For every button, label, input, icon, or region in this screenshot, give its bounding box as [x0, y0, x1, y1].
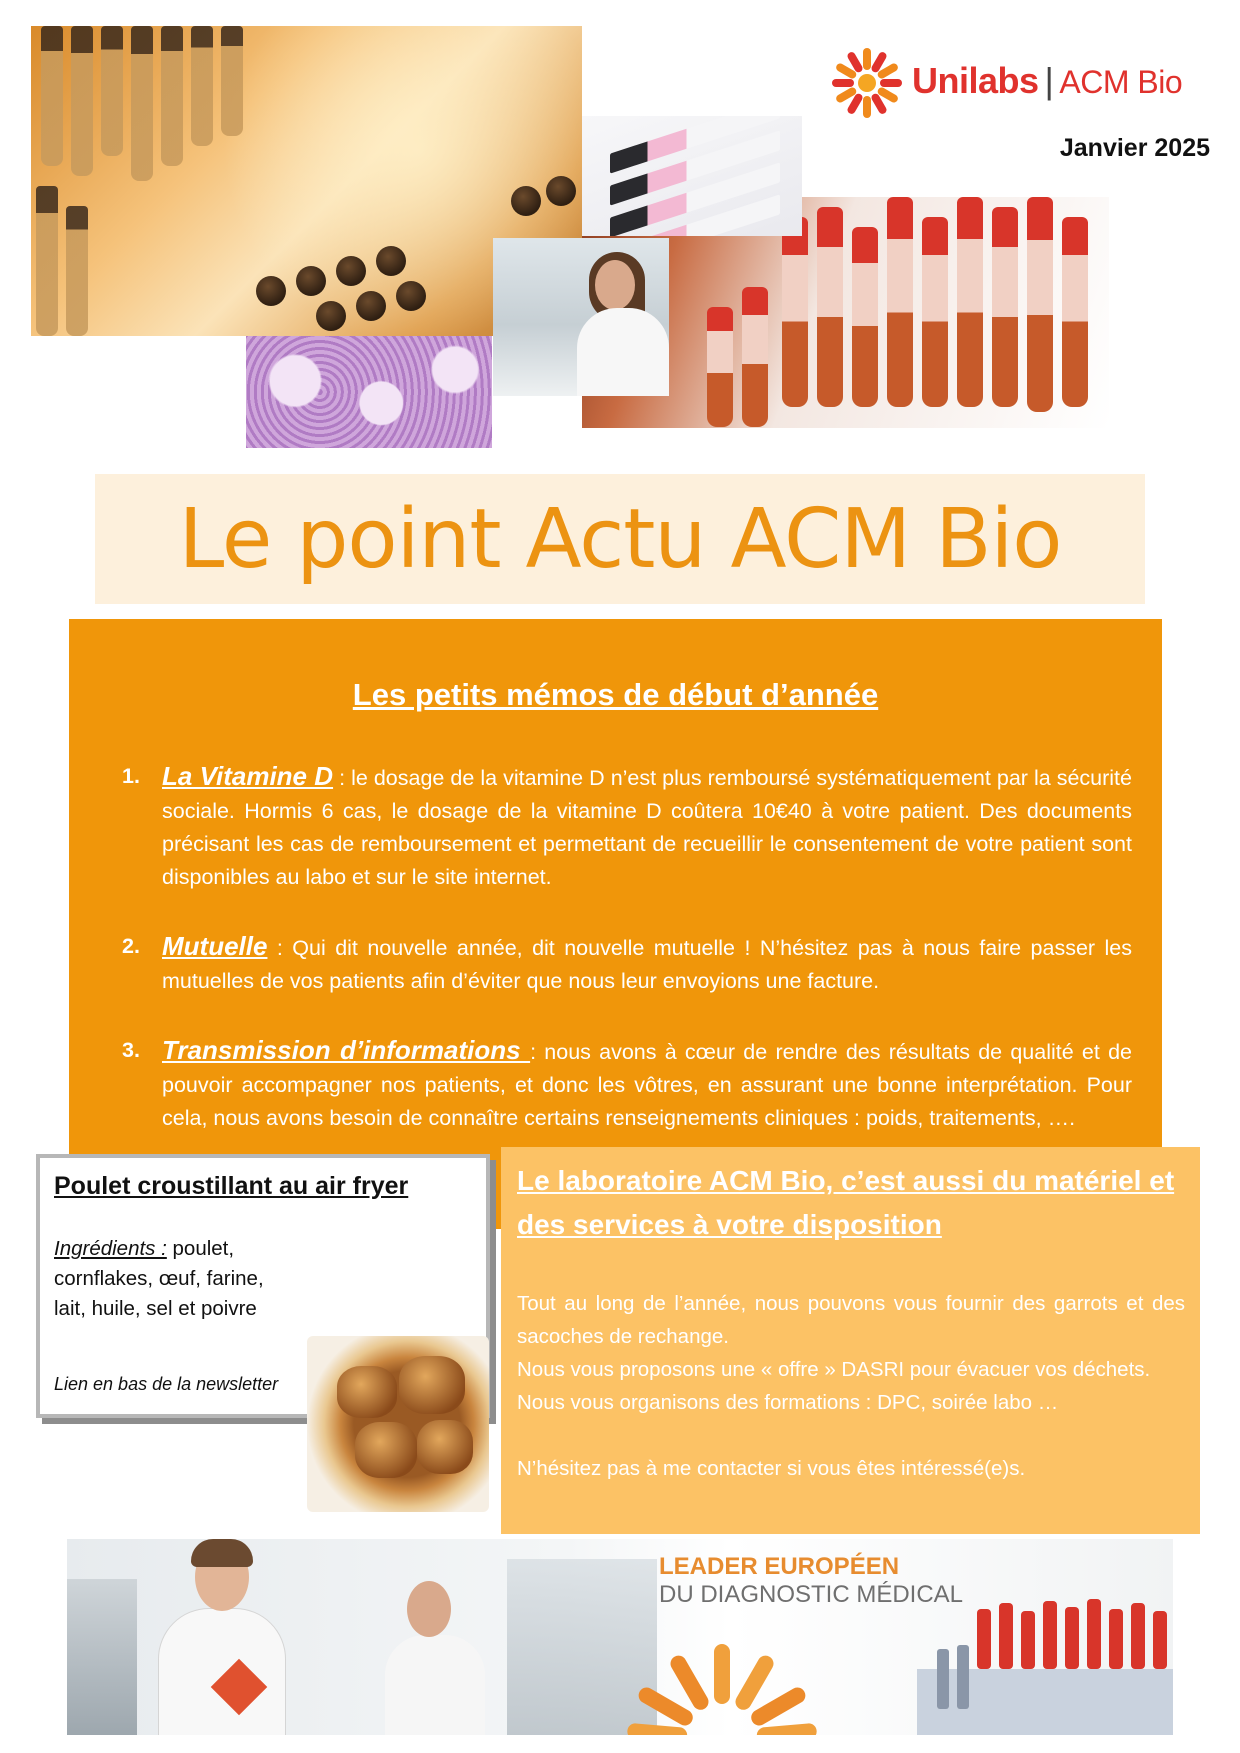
logo-brand: Unilabs	[912, 60, 1039, 101]
recipe-title: Poulet croustillant au air fryer	[54, 1172, 409, 1200]
banner-leader-line1: LEADER EUROPÉEN	[659, 1553, 900, 1580]
memo-number: 2.	[122, 934, 140, 958]
memo-keyword: Transmission d’informations	[162, 1035, 531, 1065]
spacer	[517, 1419, 1185, 1452]
unilabs-sun-banner-icon	[622, 1639, 822, 1735]
photo-microscope-slides	[582, 116, 802, 236]
memo-text: : le dosage de la vitamine D n’est plus remboursé systématiquement par la sécurité sociale. Hormis 6 cas, le dosage de la vitamine D coûtera 10€40 à votre patient. Des documents précisant les cas de remboursement et permettant de recueillir le consentement de votre patient sont disponibles au labo et sur le site internet.	[162, 766, 1132, 889]
newsletter-title: Le point Actu ACM Bio	[178, 491, 1062, 587]
memo-number: 1.	[122, 764, 140, 788]
photo-chicken-piece	[355, 1422, 417, 1478]
photo-tube	[221, 26, 243, 136]
banner-man-hair	[191, 1539, 253, 1567]
services-closing: N’hésitez pas à me contacter si vous êtes intéressé(e)s.	[517, 1457, 1026, 1480]
photo-chicken-piece	[417, 1420, 473, 1474]
photo-cap	[511, 186, 541, 216]
memo-keyword: Mutuelle	[162, 931, 268, 961]
photo-tube	[36, 186, 58, 336]
unilabs-acm-bio-logo	[830, 46, 1210, 120]
memo-body	[162, 1034, 1132, 1135]
memo-number: 3.	[122, 1038, 140, 1062]
photo-tube	[1027, 197, 1053, 412]
memo-body	[162, 930, 1132, 998]
photo-cap	[336, 256, 366, 286]
banner-sample-tubes	[917, 1599, 1173, 1735]
memo-text: : nous avons à cœur de rendre des résultats de qualité et de pouvoir accompagner nos patients, et donc les vôtres, en assurant une bonne interprétation. Pour cela, nous avons besoin de connaître certains renseignements cliniques : poids, traitements, ….	[162, 1040, 1132, 1130]
photo-cap	[356, 291, 386, 321]
memo-item	[122, 930, 1132, 998]
newsletter-title-box	[95, 474, 1145, 604]
logo-sub: ACM Bio	[1059, 64, 1183, 100]
photo-cap	[296, 266, 326, 296]
photo-cap	[396, 281, 426, 311]
banner-woman-face	[407, 1581, 451, 1637]
logo-separator: |	[1044, 60, 1054, 101]
photo-tube	[71, 26, 93, 176]
photo-tube	[742, 287, 768, 427]
photo-tube	[191, 26, 213, 146]
recipe-ingredients	[54, 1234, 294, 1324]
banner-woman-lab-coat	[385, 1635, 485, 1735]
photo-tube	[66, 206, 88, 336]
photo-tube	[887, 197, 913, 407]
photo-tube	[817, 207, 843, 407]
memo-item	[122, 1034, 1132, 1135]
ingredients-label: Ingrédients :	[54, 1237, 167, 1260]
photo-tube	[922, 217, 948, 407]
memo-item	[122, 760, 1132, 894]
photo-tube	[852, 227, 878, 407]
memos-heading: Les petits mémos de début d’année	[352, 677, 879, 712]
services-section	[501, 1147, 1200, 1534]
services-heading: Le laboratoire ACM Bio, c’est aussi du matériel et des services à votre disposition	[517, 1165, 1175, 1240]
photo-cap	[316, 301, 346, 331]
recipe-link-note: Lien en bas de la newsletter	[54, 1374, 279, 1394]
footer-banner	[67, 1539, 1173, 1735]
photo-cap	[256, 276, 286, 306]
photo-face	[595, 260, 635, 310]
photo-lab-coat	[577, 308, 669, 396]
photo-tube	[992, 207, 1018, 407]
photo-chicken-piece	[337, 1366, 397, 1418]
issue-date: Janvier 2025	[1059, 134, 1210, 162]
memo-body	[162, 760, 1132, 894]
photo-histology	[246, 336, 492, 448]
memo-text: : Qui dit nouvelle année, dit nouvelle mutuelle ! N’hésitez pas à nous faire passer les mutuelles de vos patients afin d’éviter que nous leur envoyions une facture.	[162, 936, 1132, 993]
services-line: Nous vous organisons des formations : DPC, soirée labo …	[517, 1391, 1059, 1414]
photo-tube	[101, 26, 123, 156]
photo-cap	[376, 246, 406, 276]
photo-lab-scientist	[493, 238, 669, 396]
photo-crispy-chicken	[307, 1336, 489, 1512]
memo-keyword: La Vitamine D	[162, 761, 334, 791]
photo-cap	[546, 176, 576, 206]
photo-tube	[161, 26, 183, 166]
ingredients-list: poulet, cornflakes, œuf, farine, lait, huile, sel et poivre	[54, 1237, 264, 1320]
photo-tube	[1062, 217, 1088, 407]
logo-wordmark	[912, 60, 1182, 102]
services-line: Nous vous proposons une « offre » DASRI pour évacuer vos déchets.	[517, 1358, 1151, 1381]
banner-man-lab-coat	[159, 1609, 285, 1735]
memos-section	[69, 619, 1162, 1229]
services-line: Tout au long de l’année, nous pouvons vous fournir des garrots et des sacoches de rechange.	[517, 1292, 1185, 1348]
banner-leader-line2: DU DIAGNOSTIC MÉDICAL	[659, 1581, 964, 1608]
photo-chicken-piece	[399, 1356, 465, 1414]
services-body	[517, 1287, 1185, 1485]
banner-lab-equipment	[67, 1579, 137, 1735]
photo-tube	[131, 26, 153, 181]
photo-tube	[707, 307, 733, 427]
photo-tube	[957, 197, 983, 407]
photo-tube	[782, 217, 808, 407]
unilabs-sun-logo-icon	[830, 46, 904, 120]
photo-tube	[41, 26, 63, 166]
